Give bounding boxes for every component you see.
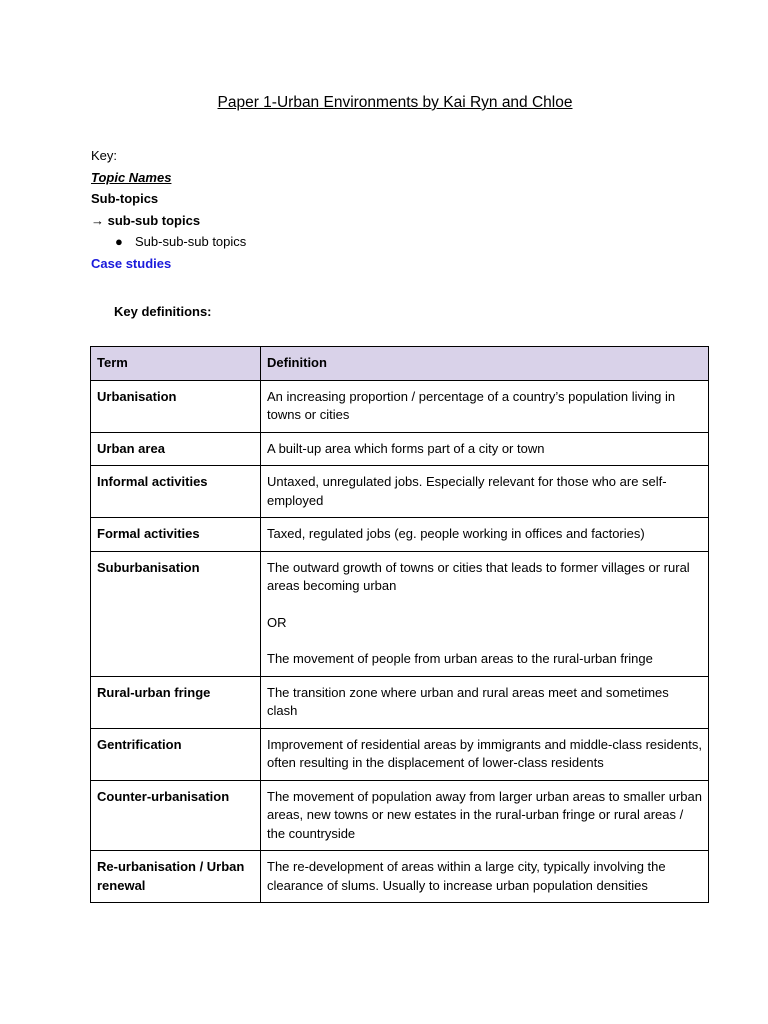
table-row xyxy=(91,466,709,518)
definition-cell: An increasing proportion / percentage of a country’s population living in towns or cities xyxy=(261,380,709,432)
definition-cell: Taxed, regulated jobs (eg. people working in offices and factories) xyxy=(261,518,709,552)
definition-cell xyxy=(261,551,709,676)
table-row xyxy=(91,380,709,432)
definition-cell: Untaxed, unregulated jobs. Especially relevant for those who are self-employed xyxy=(261,466,709,518)
term-cell: Suburbanisation xyxy=(91,551,261,676)
key-sub-sub-sub-topics xyxy=(91,231,246,253)
key-definitions-heading: Key definitions: xyxy=(114,304,212,319)
key-sub-topics: Sub-topics xyxy=(91,191,159,206)
table-header-row xyxy=(91,347,709,381)
table-row xyxy=(91,780,709,851)
key-case-studies: Case studies xyxy=(91,255,172,271)
definition-text: The outward growth of towns or cities that leads to former villages or rural areas becoming urban xyxy=(267,559,690,593)
key-topic-names: Topic Names xyxy=(91,169,172,185)
definition-cell: A built-up area which forms part of a city or town xyxy=(261,432,709,466)
key-sub-sub-topics: → sub-sub topics xyxy=(91,212,201,228)
definition-cell: Improvement of residential areas by immigrants and middle-class residents, often resulting in the displacement of lower-class residents xyxy=(261,728,709,780)
table-row xyxy=(91,551,709,676)
definition-cell: The transition zone where urban and rural areas meet and sometimes clash xyxy=(261,676,709,728)
term-cell: Re-urbanisation / Urban renewal xyxy=(91,851,261,903)
table-row xyxy=(91,851,709,903)
table-row xyxy=(91,432,709,466)
definition-or: OR xyxy=(267,614,287,630)
term-cell: Urbanisation xyxy=(91,380,261,432)
term-cell: Formal activities xyxy=(91,518,261,552)
term-cell: Gentrification xyxy=(91,728,261,780)
key-label: Key: xyxy=(91,148,118,163)
bullet-icon: ● xyxy=(115,234,123,249)
table-row xyxy=(91,728,709,780)
table-row xyxy=(91,676,709,728)
term-cell: Counter-urbanisation xyxy=(91,780,261,851)
definitions-table xyxy=(90,346,709,903)
column-header-term: Term xyxy=(91,347,261,381)
key-legend xyxy=(91,145,246,274)
key-sub-sub-sub-topics-label: Sub-sub-sub topics xyxy=(135,234,247,249)
column-header-definition: Definition xyxy=(261,347,709,381)
definition-alt-text: The movement of people from urban areas to the rural-urban fringe xyxy=(267,651,653,666)
definition-cell: The movement of population away from larger urban areas to smaller urban areas, new towns or new estates in the rural-urban fringe or rural areas / the countryside xyxy=(261,780,709,851)
table-row xyxy=(91,518,709,552)
term-cell: Rural-urban fringe xyxy=(91,676,261,728)
term-cell: Informal activities xyxy=(91,466,261,518)
document-title: Paper 1-Urban Environments by Kai Ryn and Chloe xyxy=(217,94,573,111)
definition-cell: The re-development of areas within a large city, typically involving the clearance of slums. Usually to increase urban population densities xyxy=(261,851,709,903)
term-cell: Urban area xyxy=(91,432,261,466)
